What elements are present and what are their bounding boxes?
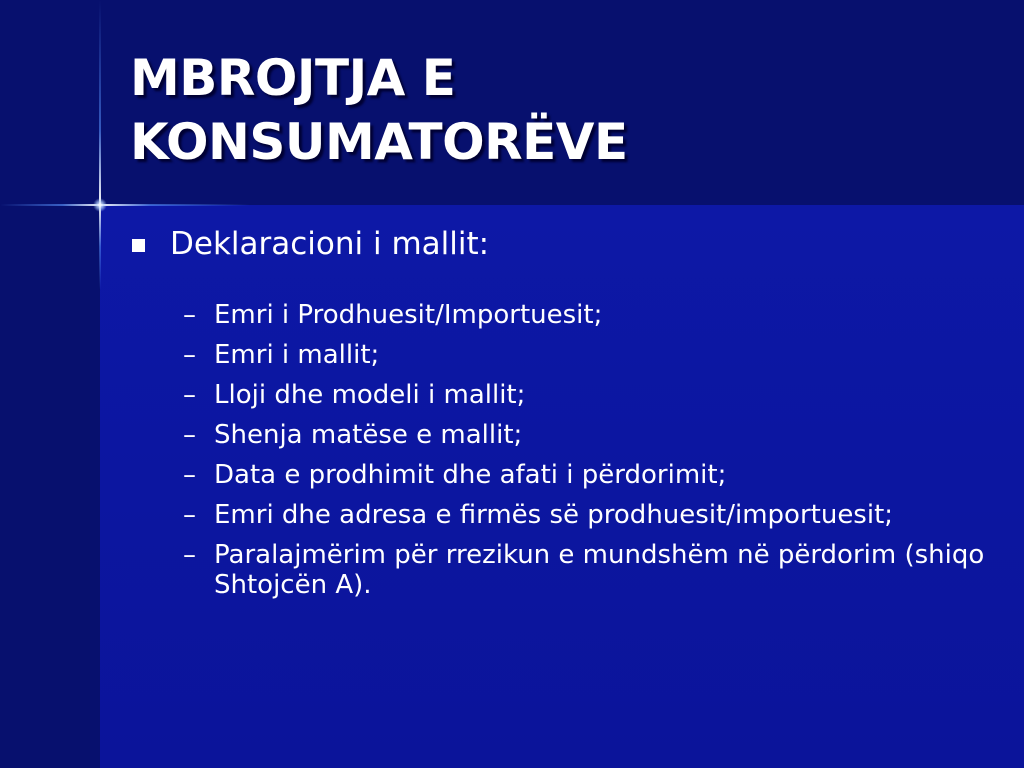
sub-bullet-item xyxy=(183,460,1000,490)
main-bullet-text: Deklaracioni i mallit: xyxy=(170,226,490,262)
dash-bullet-icon: – xyxy=(183,420,196,450)
slide-content xyxy=(130,220,1000,610)
sparkle-horizontal-ray xyxy=(0,204,250,206)
square-bullet-icon xyxy=(132,239,145,252)
title-line-2: KONSUMATORËVE xyxy=(130,113,628,171)
sub-bullet-item xyxy=(183,420,1000,450)
sub-bullet-list xyxy=(130,300,1000,600)
main-bullet-item xyxy=(130,220,1000,268)
dash-bullet-icon: – xyxy=(183,540,196,570)
sub-bullet-item xyxy=(183,540,1000,600)
sub-bullet-item xyxy=(183,500,1000,530)
dash-bullet-icon: – xyxy=(183,340,196,370)
sparkle-icon xyxy=(93,198,107,212)
dash-bullet-icon: – xyxy=(183,500,196,530)
sub-bullet-text: Emri dhe adresa e firmës së prodhuesit/importuesit; xyxy=(214,500,894,530)
sparkle-vertical-ray xyxy=(99,0,101,290)
sub-bullet-text: Emri i mallit; xyxy=(214,340,380,370)
sub-bullet-item xyxy=(183,300,1000,330)
dash-bullet-icon: – xyxy=(183,460,196,490)
slide-title xyxy=(130,46,990,174)
title-line-1: MBROJTJA E xyxy=(130,49,456,107)
dash-bullet-icon: – xyxy=(183,380,196,410)
sub-bullet-text: Emri i Prodhuesit/Importuesit; xyxy=(214,300,603,330)
sub-bullet-item xyxy=(183,380,1000,410)
sub-bullet-text: Shenja matëse e mallit; xyxy=(214,420,523,450)
sub-bullet-item xyxy=(183,340,1000,370)
left-band xyxy=(0,205,100,768)
sub-bullet-text: Lloji dhe modeli i mallit; xyxy=(214,380,526,410)
sub-bullet-text: Paralajmërim për rrezikun e mundshëm në përdorim (shiqo Shtojcën A). xyxy=(214,540,985,600)
sub-bullet-text: Data e prodhimit dhe afati i përdorimit; xyxy=(214,460,727,490)
dash-bullet-icon: – xyxy=(183,300,196,330)
